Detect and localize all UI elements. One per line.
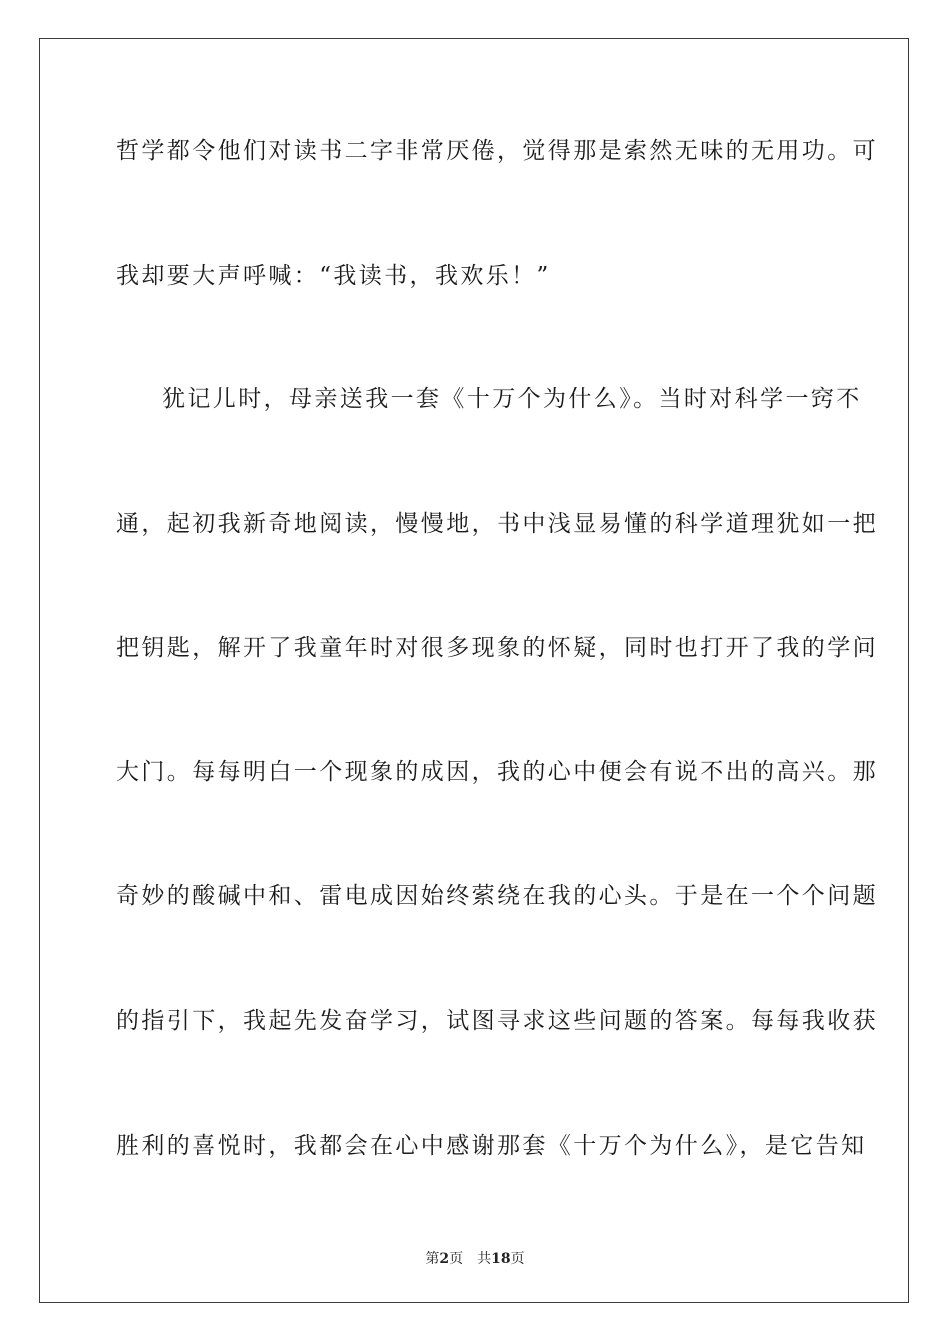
total-prefix: 共: [477, 1251, 492, 1267]
text-line-8: 的指引下，我起先发奋学习，试图寻求这些问题的答案。每每我收获: [116, 1008, 878, 1034]
page-footer: [0, 1248, 950, 1268]
text-line-3: 犹记儿时，母亲送我一套《十万个为什么》。当时对科学一窍不: [162, 386, 862, 412]
page-prefix: 第: [425, 1251, 440, 1267]
text-line-5: 把钥匙，解开了我童年时对很多现象的怀疑，同时也打开了我的学问: [116, 635, 878, 661]
text-line-1: 哲学都令他们对读书二字非常厌倦，觉得那是索然无味的无用功。可: [116, 138, 878, 164]
text-line-9: 胜利的喜悦时，我都会在心中感谢那套《十万个为什么》，是它告知: [116, 1133, 867, 1159]
text-line-2: 我却要大声呼喊：“我读书，我欢乐！”: [116, 263, 551, 289]
text-line-7: 奇妙的酸碱中和、雷电成因始终萦绕在我的心头。于是在一个个问题: [116, 883, 878, 909]
text-line-4: 通，起初我新奇地阅读，慢慢地，书中浅显易懂的科学道理犹如一把: [116, 511, 878, 537]
total-pages: 18: [491, 1251, 511, 1267]
page-suffix: 页: [449, 1251, 464, 1267]
total-suffix: 页: [510, 1251, 525, 1267]
text-line-6: 大门。每每明白一个现象的成因，我的心中便会有说不出的高兴。那: [116, 759, 878, 785]
page-border: [39, 38, 909, 1303]
page-number: 2: [439, 1251, 450, 1267]
